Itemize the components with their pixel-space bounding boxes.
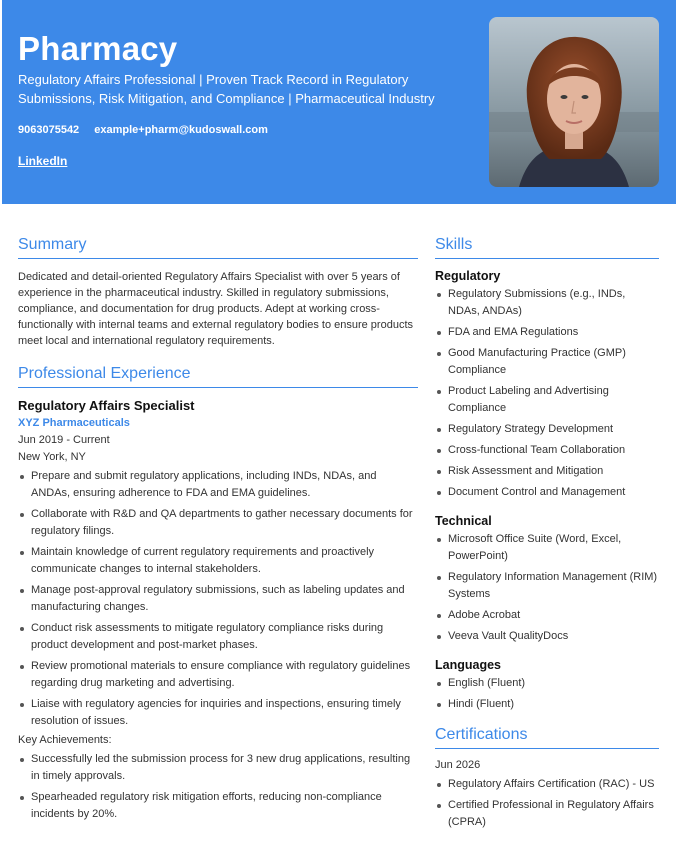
linkedin-link[interactable]: LinkedIn xyxy=(18,154,68,168)
achievement-list xyxy=(18,751,418,823)
list-item: Manage post-approval regulatory submissions, such as labeling updates and manufacturing changes. xyxy=(31,582,418,616)
company-name: XYZ Pharmaceuticals xyxy=(18,417,130,429)
list-item: Document Control and Management xyxy=(448,484,659,501)
responsibility-list xyxy=(18,468,418,730)
list-item: Regulatory Affairs Certification (RAC) - US xyxy=(448,776,659,793)
list-item: Regulatory Strategy Development xyxy=(448,421,659,438)
summary-text: Dedicated and detail-oriented Regulatory Affairs Specialist with over 5 years of experience in the pharmaceutical industry. Skilled in regulatory submissions, compliance, and documentation for drug products. Adept at working cross-functionally with internal teams and external regulatory bodies to ensure products meet local and international regulatory requirements. xyxy=(18,271,414,347)
experience-heading: Professional Experience xyxy=(18,365,418,388)
list-item: Regulatory Submissions (e.g., INDs, NDAs, ANDAs) xyxy=(448,286,659,320)
list-item: Regulatory Information Management (RIM) Systems xyxy=(448,569,659,603)
email-address[interactable]: example+pharm@kudoswall.com xyxy=(94,124,268,136)
list-item: FDA and EMA Regulations xyxy=(448,324,659,341)
list-item: Hindi (Fluent) xyxy=(448,696,659,713)
profile-photo xyxy=(489,17,659,187)
list-item: Review promotional materials to ensure compliance with regulatory guidelines regarding drug marketing and advertising. xyxy=(31,658,418,692)
skills-heading: Skills xyxy=(435,236,659,259)
phone-number: 9063075542 xyxy=(18,124,80,136)
profile-photo-image xyxy=(489,17,659,187)
skill-group-title: Regulatory xyxy=(435,269,501,283)
list-item: Good Manufacturing Practice (GMP) Compliance xyxy=(448,345,659,379)
skill-group-title: Languages xyxy=(435,658,501,672)
job-title: Regulatory Affairs Specialist xyxy=(18,398,195,413)
skill-group-regulatory xyxy=(435,269,659,501)
list-item: Risk Assessment and Mitigation xyxy=(448,463,659,480)
list-item: Veeva Vault QualityDocs xyxy=(448,628,659,645)
list-item: Microsoft Office Suite (Word, Excel, PowerPoint) xyxy=(448,531,659,565)
certification-list xyxy=(435,776,659,831)
skill-group-title: Technical xyxy=(435,514,492,528)
list-item: Certified Professional in Regulatory Affairs (CPRA) xyxy=(448,797,659,831)
list-item: Maintain knowledge of current regulatory requirements and proactively communicate changes to internal stakeholders. xyxy=(31,544,418,578)
header-banner xyxy=(2,0,676,204)
list-item: Conduct risk assessments to mitigate regulatory compliance risks during product development and post-market phases. xyxy=(31,620,418,654)
contact-row xyxy=(18,124,280,136)
left-column xyxy=(18,236,418,827)
candidate-name: Pharmacy xyxy=(18,30,178,67)
list-item: Prepare and submit regulatory applications, including INDs, NDAs, and ANDAs, ensuring adherence to FDA and EMA guidelines. xyxy=(31,468,418,502)
list-item: Liaise with regulatory agencies for inquiries and inspections, ensuring timely resolution of issues. xyxy=(31,696,418,730)
job-location: New York, NY xyxy=(18,451,86,463)
list-item: Spearheaded regulatory risk mitigation efforts, reducing non-compliance incidents by 20%. xyxy=(31,789,418,823)
summary-heading: Summary xyxy=(18,236,418,259)
list-item: Collaborate with R&D and QA departments to gather necessary documents for regulatory filings. xyxy=(31,506,418,540)
list-item: Adobe Acrobat xyxy=(448,607,659,624)
skill-group-languages xyxy=(435,658,659,713)
list-item: English (Fluent) xyxy=(448,675,659,692)
achievements-label: Key Achievements: xyxy=(18,734,112,746)
certification-date: Jun 2026 xyxy=(435,759,481,771)
list-item: Product Labeling and Advertising Compliance xyxy=(448,383,659,417)
headline-tagline: Regulatory Affairs Professional | Proven Track Record in Regulatory Submissions, Risk Mitigation, and Compliance | Pharmaceutical Industry xyxy=(18,72,435,106)
job-dates: Jun 2019 - Current xyxy=(18,434,110,446)
certifications-heading: Certifications xyxy=(435,726,659,749)
skill-group-technical xyxy=(435,514,659,645)
right-column xyxy=(435,236,659,835)
list-item: Cross-functional Team Collaboration xyxy=(448,442,659,459)
list-item: Successfully led the submission process for 3 new drug applications, resulting in timely approvals. xyxy=(31,751,418,785)
